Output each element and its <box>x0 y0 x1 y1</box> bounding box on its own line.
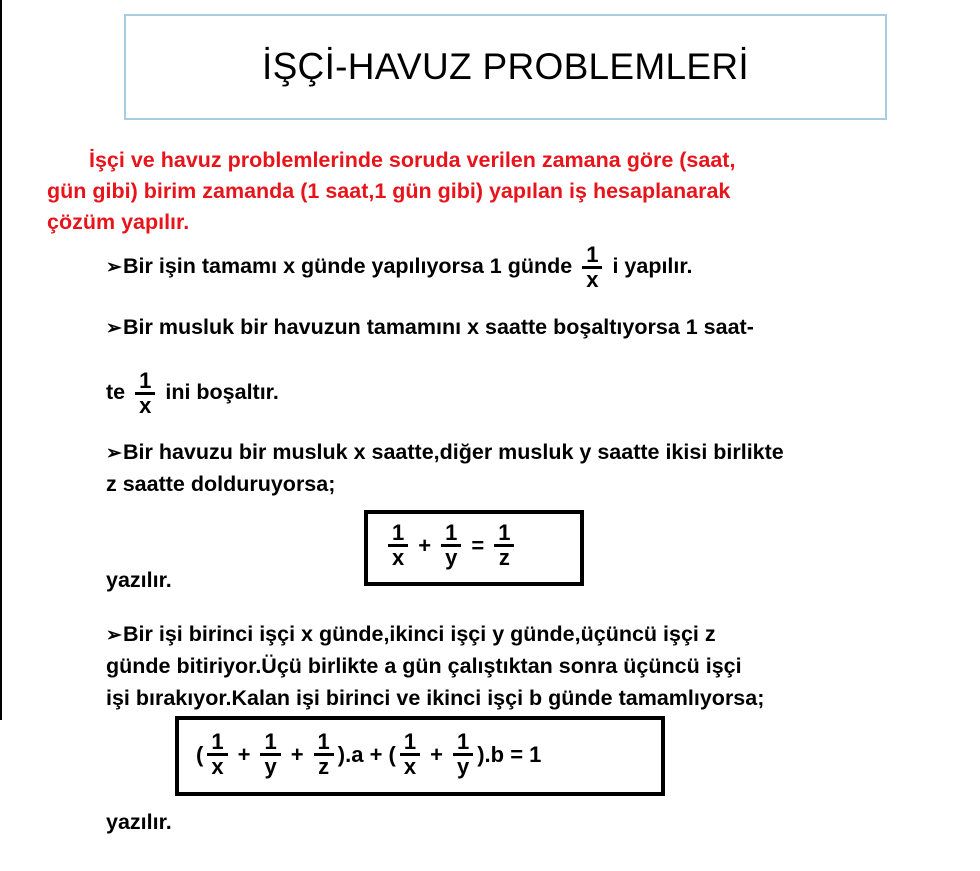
bullet-4-line-1 <box>106 620 716 650</box>
fraction-denominator: x <box>207 753 227 778</box>
plus-sign: + <box>430 741 443 767</box>
fraction-1-over-x <box>207 731 227 778</box>
bullet-1-suffix: i yapılır. <box>612 254 693 279</box>
fraction-1-over-y <box>260 731 280 778</box>
fraction-denominator: x <box>582 266 602 291</box>
fraction-numerator: 1 <box>456 729 470 754</box>
bullet-2-line-1 <box>106 313 754 343</box>
bullet-4-yazilir: yazılır. <box>106 810 172 834</box>
bullet-4-line-2: günde bitiriyor.Üçü birlikte a gün çalıştıktan sonra üçüncü işçi <box>106 654 742 678</box>
left-border-line <box>0 0 2 720</box>
fraction-numerator: 1 <box>317 729 330 754</box>
fraction-denominator: x <box>400 753 420 778</box>
bullet-2-prefix: te <box>106 380 126 405</box>
fraction-numerator: 1 <box>586 242 599 267</box>
intro-paragraph <box>47 145 927 238</box>
page-title: İŞÇİ-HAVUZ PROBLEMLERİ <box>261 46 749 87</box>
fraction-1-over-y <box>453 731 473 778</box>
fraction-1-over-z <box>314 731 334 778</box>
bullet-2-suffix: ini boşaltır. <box>165 380 279 405</box>
fraction-numerator: 1 <box>403 729 417 754</box>
bullet-2-line-2 <box>106 370 279 417</box>
fraction-1-over-x <box>388 522 408 569</box>
fraction-numerator: 1 <box>264 729 277 754</box>
fraction-1-over-z <box>494 522 514 569</box>
bullet-arrow-icon: ➢ <box>106 318 122 339</box>
fraction-denominator: z <box>314 753 334 778</box>
plus-sign: + <box>418 532 432 558</box>
bullet-1-text: Bir işin tamamı x günde yapılıyorsa 1 günde <box>123 254 573 279</box>
bullet-3-line-1 <box>106 438 784 468</box>
equals-sign: = <box>471 532 485 558</box>
fraction-1-over-y <box>441 522 461 569</box>
fraction-denominator: y <box>441 544 461 569</box>
fraction-denominator: x <box>135 392 155 417</box>
intro-line-1: İşçi ve havuz problemlerinde soruda verilen zamana göre (saat, <box>89 148 736 172</box>
formula-2 <box>196 731 541 778</box>
fraction-denominator: x <box>388 544 408 569</box>
fraction-denominator: z <box>494 544 514 569</box>
plus-sign: + <box>290 741 304 767</box>
bullet-4-text: Bir işi birinci işçi x günde,ikinci işçi y günde,üçüncü işçi z <box>123 622 716 646</box>
fraction-numerator: 1 <box>211 729 224 754</box>
fraction-1-over-x <box>400 731 420 778</box>
bullet-3-line-2: z saatte dolduruyorsa; <box>106 472 336 496</box>
bullet-arrow-icon: ➢ <box>106 443 122 464</box>
open-paren: ( <box>196 741 204 767</box>
fraction-1-over-x <box>582 244 602 291</box>
fraction-numerator: 1 <box>392 520 405 545</box>
formula-1 <box>384 522 518 569</box>
title-box <box>124 14 887 120</box>
fraction-numerator: 1 <box>498 520 511 545</box>
bullet-1 <box>106 244 693 291</box>
plus-sign: + <box>237 741 251 767</box>
bullet-2-text: Bir musluk bir havuzun tamamını x saatte boşaltıyorsa 1 saat- <box>123 315 754 339</box>
intro-line-2: gün gibi) birim zamanda (1 saat,1 gün gibi) yapılan iş hesaplanarak <box>47 179 731 203</box>
close-paren-times-b-equals-one: ).b = 1 <box>477 741 542 767</box>
close-paren-times-a: ).a + ( <box>337 741 396 767</box>
bullet-arrow-icon: ➢ <box>106 625 122 646</box>
fraction-denominator: y <box>260 753 280 778</box>
fraction-1-over-x <box>135 370 155 417</box>
bullet-3-text: Bir havuzu bir musluk x saatte,diğer musluk y saatte ikisi birlikte <box>123 440 784 464</box>
bullet-4-line-3: işi bırakıyor.Kalan işi birinci ve ikinci işçi b günde tamamlıyorsa; <box>106 686 765 710</box>
bullet-3-yazilir: yazılır. <box>106 568 172 592</box>
fraction-denominator: y <box>453 753 473 778</box>
intro-line-3: çözüm yapılır. <box>47 210 190 234</box>
bullet-arrow-icon: ➢ <box>106 257 122 279</box>
fraction-numerator: 1 <box>445 520 458 545</box>
fraction-numerator: 1 <box>139 368 152 393</box>
